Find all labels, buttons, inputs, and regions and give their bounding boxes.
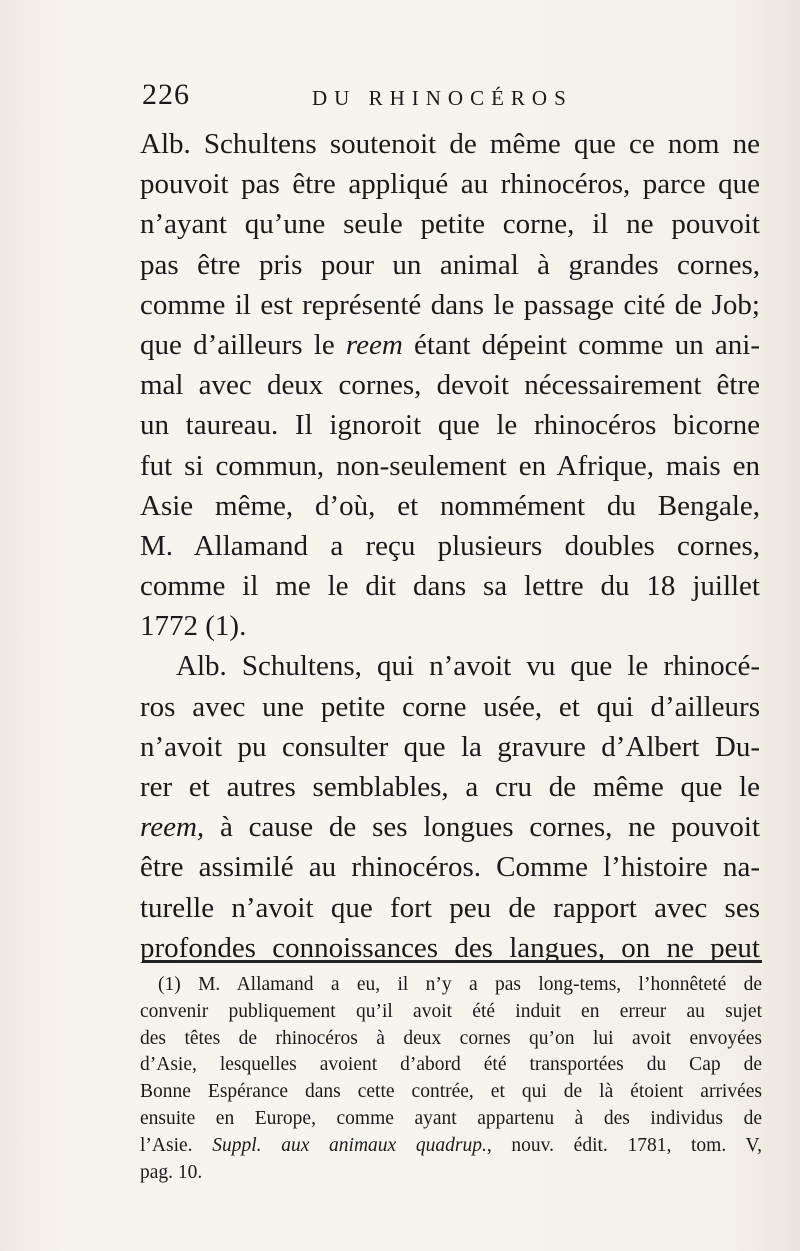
italic-reference: Suppl. aux animaux quadrup. (212, 1134, 487, 1156)
text-line: Alb. Schultens, qui n’avoit vu que le rhinocé- (176, 650, 760, 683)
text-line: comme il est représenté dans le passage cité de Job; (140, 288, 760, 321)
footnote-line: d’Asie, lesquelles avoient d’abord été transportées du Cap de (140, 1054, 762, 1076)
text-line: n’avoit pu consulter que la gravure d’Albert Du- (140, 730, 760, 763)
text-line (140, 807, 760, 847)
text-line: ros avec une petite corne usée, et qui d’ailleurs (140, 690, 760, 723)
italic-term: reem (345, 328, 403, 361)
text-line: 1772 (1). (140, 610, 247, 643)
page-number: 226 (142, 78, 190, 111)
text-segment: , nouv. édit. 1781, tom. V, (486, 1134, 762, 1156)
text-segment: étant dépeint comme un ani- (414, 328, 760, 361)
text-line: turelle n’avoit que fort peu de rapport avec ses (140, 891, 760, 924)
text-segment: à cause de ses longues cornes, ne pouvoit (219, 811, 760, 844)
footnote-line: Bonne Espérance dans cette contrée, et qui de là étoient arrivées (140, 1081, 762, 1103)
footnote-line: convenir publiquement qu’il avoit été induit en erreur au sujet (140, 1000, 762, 1022)
footnote-line: (1) M. Allamand a eu, il n’y a pas long-tems, l’honnêteté de (158, 974, 762, 995)
text-line: être assimilé au rhinocéros. Comme l’histoire na- (140, 851, 760, 884)
italic-term: reem, (140, 811, 205, 844)
text-line (140, 325, 760, 365)
footnote-line: ensuite en Europe, comme ayant appartenu à des individus de (140, 1107, 762, 1129)
footnote-line: des têtes de rhinocéros à deux cornes qu’on lui avoit envoyées (140, 1027, 762, 1049)
text-line: n’ayant qu’une seule petite corne, il ne pouvoit (140, 208, 760, 241)
text-line: Alb. Schultens soutenoit de même que ce nom ne (140, 128, 760, 160)
text-line: pouvoit pas être appliqué au rhinocéros, parce que (140, 168, 760, 201)
text-segment: que d’ailleurs le (140, 328, 335, 361)
text-line: M. Allamand a reçu plusieurs doubles cornes, (140, 529, 760, 562)
text-segment: l’Asie. (140, 1134, 193, 1156)
footnote-divider (142, 960, 762, 963)
running-title: DU RHINOCÉROS (312, 86, 573, 110)
page-header (142, 78, 762, 118)
text-line: Asie même, d’où, et nommément du Bengale, (140, 489, 760, 522)
text-line: mal avec deux cornes, devoit nécessairement être (140, 369, 760, 402)
text-line: fut si commun, non-seulement en Afrique, mais en (140, 449, 760, 482)
text-line: pas être pris pour un animal à grandes cornes, (140, 248, 760, 281)
text-line: profondes connoissances des langues, on ne peut (140, 931, 760, 964)
text-line: rer et autres semblables, a cru de même que le (140, 771, 760, 803)
footnotes (140, 972, 762, 1186)
text-line: un taureau. Il ignoroit que le rhinocéros bicorne (140, 409, 760, 442)
text-line: comme il me le dit dans sa lettre du 18 juillet (140, 570, 760, 603)
footnote-line (140, 1133, 762, 1160)
main-text (140, 124, 760, 968)
footnote-line: pag. 10. (140, 1161, 203, 1183)
